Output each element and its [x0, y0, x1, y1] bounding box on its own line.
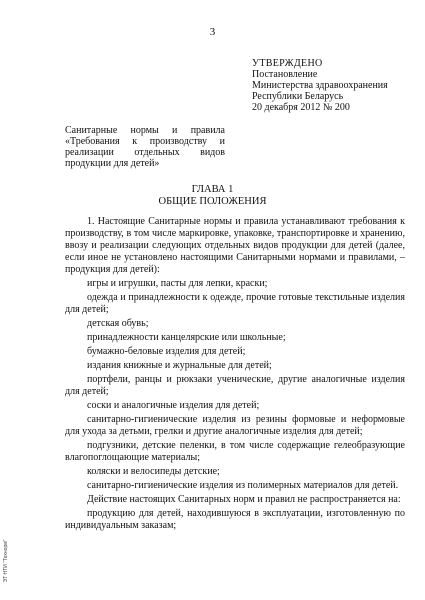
- list-item: издания книжные и журнальные для детей;: [87, 360, 272, 371]
- list-item: одежда и принадлежности к одежде, прочие готовые текстильные изделия для детей;: [65, 292, 405, 315]
- paragraph: Действие настоящих Санитарных норм и правил не распространяется на:: [87, 494, 401, 505]
- list-item: соски и аналогичные изделия для детей;: [87, 400, 260, 411]
- document-title-line: Санитарные нормы и правила: [65, 125, 225, 136]
- list-item: детская обувь;: [87, 318, 149, 329]
- approval-heading: УТВЕРЖДЕНО: [252, 58, 323, 69]
- document-title: [65, 125, 225, 169]
- list-item: подгузники, детские пеленки, в том числе содержащие гелеобразующие влагопоглощающие материалы;: [65, 440, 405, 463]
- chapter-number: ГЛАВА 1: [191, 184, 234, 195]
- list-item: портфели, ранцы и рюкзаки ученические, другие аналогичные изделия для детей;: [65, 374, 405, 397]
- document-title-line: продукции для детей»: [65, 158, 160, 169]
- watermark-text: ЭТ НТИ "Технорм": [3, 539, 9, 583]
- approval-line: Постановление: [252, 69, 318, 80]
- approval-line: Республики Беларусь: [252, 91, 344, 102]
- list-item: продукцию для детей, находившуюся в эксплуатации, изготовленную по индивидуальным заказам;: [65, 508, 405, 531]
- watermark: [0, 528, 12, 600]
- chapter-heading: [0, 184, 425, 208]
- list-item: санитарно-гигиенические изделия из резины формовые и неформовые для ухода за детьми, грелки и другие аналогичные изделия для детей;: [65, 414, 405, 437]
- list-item: санитарно-гигиенические изделия из полимерных материалов для детей.: [87, 480, 399, 491]
- approval-block: [252, 58, 422, 113]
- list-item: коляски и велосипеды детские;: [87, 466, 220, 477]
- paragraph: 1. Настоящие Санитарные нормы и правила устанавливают требования к производству, в том числе маркировке, упаковке, транспортировке и хранению, ввозу и реализации следующих отдельных видов продукции для детей (далее, если иное не установлено настоящими Санитарными нормами и правилами, – продукция для детей):: [65, 216, 405, 275]
- approval-date: 20 декабря 2012 № 200: [252, 102, 350, 113]
- list-item: игры и игрушки, пасты для лепки, краски;: [87, 278, 268, 289]
- list-item: принадлежности канцелярские или школьные;: [87, 332, 286, 343]
- approval-line: Министерства здравоохранения: [252, 80, 388, 91]
- page-number: 3: [209, 26, 216, 38]
- list-item: бумажно-беловые изделия для детей;: [87, 346, 246, 357]
- body-text: [65, 216, 405, 532]
- chapter-title: ОБЩИЕ ПОЛОЖЕНИЯ: [158, 196, 267, 207]
- document-title-line: «Требования к производству и: [65, 136, 225, 147]
- document-title-line: реализации отдельных видов: [65, 147, 225, 158]
